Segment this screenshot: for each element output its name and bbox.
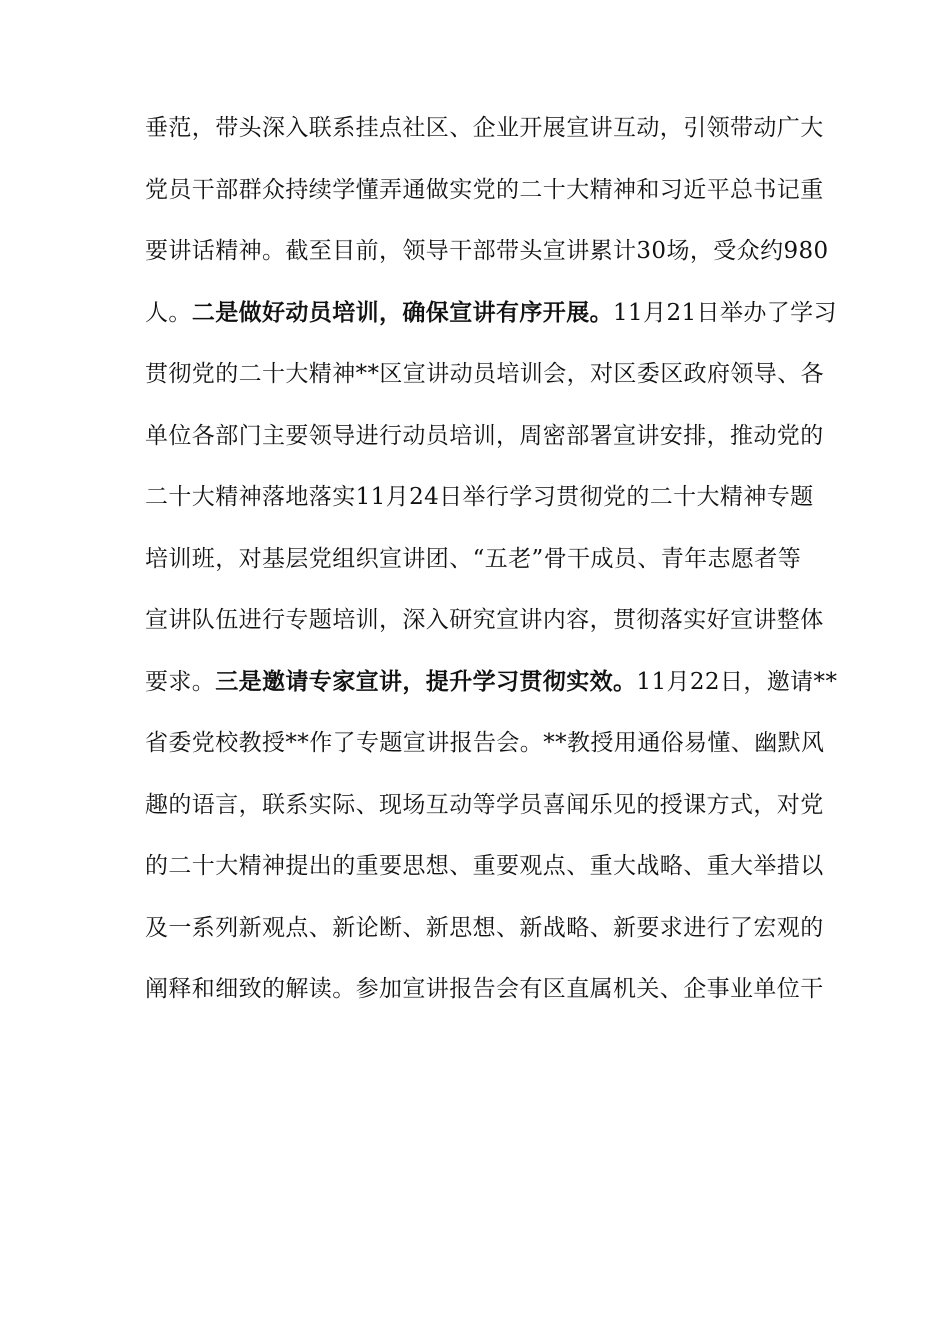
text-line bbox=[145, 590, 824, 650]
text-line bbox=[145, 344, 824, 404]
text-line bbox=[145, 959, 824, 1019]
text-line bbox=[145, 98, 824, 158]
body-text: 阐释和细致的解读。参加宣讲报告会有区直属机关、企事业单位干 bbox=[145, 976, 824, 1002]
body-text: 的二十大精神提出的重要思想、重要观点、重大战略、重大举措以 bbox=[145, 853, 824, 879]
body-text: 党员干部群众持续学懂弄通做实党的二十大精神和习近平总书记重 bbox=[145, 176, 824, 203]
text-line bbox=[145, 775, 824, 835]
body-text: 11月22日，邀请** bbox=[636, 668, 838, 695]
text-line bbox=[145, 406, 824, 466]
text-line bbox=[145, 713, 825, 773]
text-line bbox=[145, 836, 824, 896]
bold-heading-text: 二是做好动员培训，确保宣讲有序开展。 bbox=[191, 298, 614, 326]
text-line bbox=[145, 652, 838, 712]
text-line bbox=[145, 283, 837, 343]
body-text: 11月21日举办了学习 bbox=[613, 299, 837, 326]
body-text: 单位各部门主要领导进行动员培训，周密部署宣讲安排，推动党的 bbox=[145, 422, 824, 449]
text-line bbox=[145, 529, 805, 589]
text-line bbox=[145, 467, 814, 527]
text-line bbox=[145, 898, 824, 958]
body-text: 贯彻党的二十大精神**区宣讲动员培训会，对区委区政府领导、各 bbox=[145, 361, 824, 387]
body-text: 垂范，带头深入联系挂点社区、企业开展宣讲互动，引领带动广大 bbox=[145, 115, 824, 141]
text-line bbox=[145, 160, 824, 220]
body-text: 培训班，对基层党组织宣讲团、“五老”骨干成员、青年志愿者等 bbox=[145, 545, 802, 572]
body-text: 宣讲队伍进行专题培训，深入研究宣讲内容，贯彻落实好宣讲整体 bbox=[145, 607, 824, 633]
text-line bbox=[145, 221, 829, 281]
body-text: 人。 bbox=[145, 299, 192, 326]
body-text: 要求。 bbox=[145, 668, 216, 695]
body-text: 省委党校教授**作了专题宣讲报告会。**教授用通俗易懂、幽默风 bbox=[145, 730, 825, 756]
body-text: 二十大精神落地落实11月24日举行学习贯彻党的二十大精神专题 bbox=[145, 484, 814, 510]
document-body bbox=[145, 98, 838, 1019]
body-text: 趣的语言，联系实际、现场互动等学员喜闻乐见的授课方式，对党 bbox=[145, 791, 824, 818]
bold-heading-text: 三是邀请专家宣讲，提升学习贯彻实效。 bbox=[215, 667, 637, 695]
body-text: 要讲话精神。截至目前，领导干部带头宣讲累计30场，受众约980 bbox=[145, 238, 829, 264]
body-text: 及一系列新观点、新论断、新思想、新战略、新要求进行了宏观的 bbox=[145, 914, 824, 941]
